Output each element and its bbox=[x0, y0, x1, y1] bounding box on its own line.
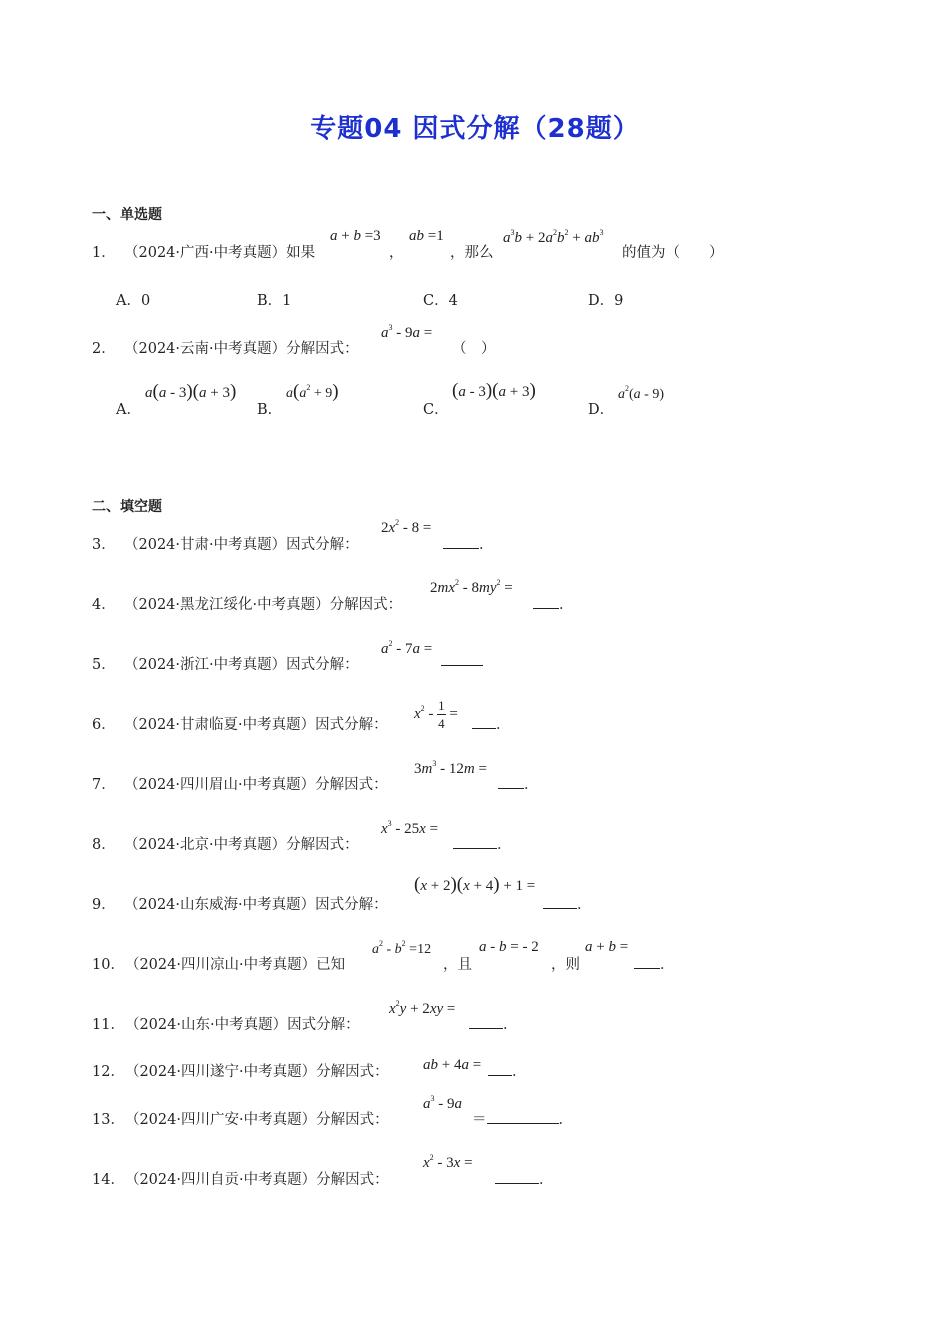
punctuation: ． bbox=[479, 537, 494, 553]
question-source: （2024·黑龙江绥化·中考真题）分解因式： bbox=[124, 597, 403, 613]
option-a-math[interactable]: a(a - 3)(a + 3) bbox=[145, 381, 237, 402]
math-expression: $a^2 - b^2 =12$ bbox=[372, 939, 432, 957]
punctuation: ． bbox=[577, 897, 592, 913]
question-6 bbox=[92, 713, 388, 734]
math-expression: a + b =3 bbox=[330, 228, 381, 244]
question-source: （2024·甘肃临夏·中考真题）因式分解： bbox=[124, 717, 388, 733]
math-expression: $3m^3 - 12m$ = bbox=[414, 759, 487, 777]
page-title: 专题04 因式分解（28题） bbox=[310, 114, 640, 144]
question-3 bbox=[92, 533, 359, 554]
question-7 bbox=[92, 773, 388, 794]
question-2 bbox=[92, 337, 359, 358]
section-heading-single-choice: 一、单选题 bbox=[92, 207, 162, 223]
question-number: 5． bbox=[92, 657, 116, 673]
answer-blank[interactable] bbox=[472, 713, 511, 734]
question-number: 4． bbox=[92, 597, 116, 613]
math-expression: $a^3b + 2a^2b^2 + ab^3$ bbox=[503, 228, 604, 246]
question-number: 14． bbox=[92, 1172, 125, 1188]
math-expression: (x + 2)(x + 4) + 1 = bbox=[414, 874, 536, 895]
math-expression: a + b = bbox=[585, 939, 629, 955]
question-text: ，那么 bbox=[450, 245, 494, 261]
question-12 bbox=[92, 1060, 389, 1081]
question-source: （2024·山东威海·中考真题）因式分解： bbox=[124, 897, 388, 913]
punctuation: ． bbox=[497, 837, 512, 853]
question-source: （2024·四川眉山·中考真题）分解因式： bbox=[124, 777, 388, 793]
question-text: ，则 bbox=[551, 957, 580, 973]
answer-blank[interactable] bbox=[443, 533, 494, 554]
math-expression: ab =1 bbox=[409, 228, 444, 244]
section-heading-fill-in: 二、填空题 bbox=[92, 499, 162, 515]
option-d-label[interactable]: D． bbox=[588, 402, 615, 418]
question-source: （2024·山东·中考真题）因式分解： bbox=[124, 1017, 360, 1033]
math-expression: $x^2$ - $\frac{1}{4}$ = bbox=[414, 698, 458, 731]
answer-blank[interactable] bbox=[543, 893, 592, 914]
question-text: 的值为（ ） bbox=[622, 245, 724, 261]
option-b-label[interactable]: B． bbox=[257, 402, 283, 418]
question-5 bbox=[92, 653, 359, 674]
question-9 bbox=[92, 893, 388, 914]
option-c-label[interactable]: C． bbox=[423, 402, 449, 418]
question-source: （2024·四川凉山·中考真题）已知 bbox=[124, 957, 346, 973]
answer-blank[interactable] bbox=[634, 953, 675, 974]
answer-blank[interactable] bbox=[533, 593, 574, 614]
question-1 bbox=[92, 241, 315, 262]
math-expression: $x^2y + 2xy$ = bbox=[389, 999, 456, 1017]
option-d-math[interactable]: $a^2(a - 9)$ bbox=[618, 384, 664, 402]
math-expression: $x^2 - 3x$ = bbox=[423, 1153, 473, 1171]
question-number: 7． bbox=[92, 777, 116, 793]
question-text: ，且 bbox=[443, 957, 472, 973]
question-source: （2024·四川遂宁·中考真题）分解因式： bbox=[124, 1064, 389, 1080]
math-expression: $a^3 - 9a$ = bbox=[381, 323, 433, 341]
question-source: （2024·北京·中考真题）分解因式： bbox=[124, 837, 359, 853]
question-number: 6． bbox=[92, 717, 116, 733]
option-b[interactable]: B．1 bbox=[257, 293, 292, 309]
answer-blank[interactable] bbox=[472, 1108, 573, 1129]
math-expression: ab + 4a = bbox=[423, 1057, 482, 1073]
answer-blank[interactable] bbox=[495, 1168, 554, 1189]
question-11 bbox=[92, 1013, 360, 1034]
question-source: （2024·四川广安·中考真题）分解因式： bbox=[124, 1112, 389, 1128]
option-d[interactable]: D．9 bbox=[588, 293, 624, 309]
question-4 bbox=[92, 593, 402, 614]
math-expression: a - b = - 2 bbox=[479, 939, 539, 955]
option-b-math[interactable]: $a(a^2 + 9)$ bbox=[286, 381, 339, 402]
punctuation: ． bbox=[496, 717, 511, 733]
question-source: （2024·广西·中考真题）如果 bbox=[124, 245, 316, 261]
question-number: 12． bbox=[92, 1064, 125, 1080]
option-a[interactable]: A．0 bbox=[116, 293, 151, 309]
question-source: （2024·四川自贡·中考真题）分解因式： bbox=[124, 1172, 389, 1188]
math-expression: $a^3 - 9a$ bbox=[423, 1094, 462, 1112]
question-14 bbox=[92, 1168, 389, 1189]
question-number: 8． bbox=[92, 837, 116, 853]
question-source: （2024·甘肃·中考真题）因式分解： bbox=[124, 537, 359, 553]
option-c-math[interactable]: (a - 3)(a + 3) bbox=[452, 380, 536, 401]
punctuation: ． bbox=[512, 1064, 527, 1080]
question-10 bbox=[92, 953, 345, 974]
question-number: 9． bbox=[92, 897, 116, 913]
question-text: （ ） bbox=[452, 341, 496, 357]
punctuation: ． bbox=[524, 777, 539, 793]
answer-blank[interactable] bbox=[469, 1013, 518, 1034]
punctuation: ． bbox=[503, 1017, 518, 1033]
punctuation: ， bbox=[389, 245, 404, 261]
question-number: 3． bbox=[92, 537, 116, 553]
answer-blank[interactable] bbox=[488, 1060, 527, 1081]
punctuation: ． bbox=[559, 597, 574, 613]
math-expression: $2mx^2 - 8my^2$ = bbox=[430, 578, 513, 596]
question-13 bbox=[92, 1108, 389, 1129]
question-source: （2024·浙江·中考真题）因式分解： bbox=[124, 657, 359, 673]
option-c[interactable]: C．4 bbox=[423, 293, 458, 309]
answer-blank[interactable] bbox=[498, 773, 539, 794]
answer-blank[interactable] bbox=[441, 653, 483, 670]
math-expression: $a^2 - 7a$ = bbox=[381, 639, 433, 657]
question-8 bbox=[92, 833, 359, 854]
question-number: 1． bbox=[92, 245, 116, 261]
math-expression: $x^3 - 25x$ = bbox=[381, 819, 439, 837]
option-a-label[interactable]: A． bbox=[116, 402, 141, 418]
question-number: 2． bbox=[92, 341, 116, 357]
answer-blank[interactable] bbox=[453, 833, 512, 854]
math-expression: $2x^2 - 8$ = bbox=[381, 518, 432, 536]
punctuation: ． bbox=[660, 957, 675, 973]
equals-sign: ＝ bbox=[472, 1112, 487, 1128]
question-number: 13． bbox=[92, 1112, 125, 1128]
punctuation: ． bbox=[539, 1172, 554, 1188]
punctuation: ． bbox=[558, 1112, 573, 1128]
question-source: （2024·云南·中考真题）分解因式： bbox=[124, 341, 359, 357]
question-number: 10． bbox=[92, 957, 125, 973]
question-number: 11． bbox=[92, 1017, 125, 1033]
